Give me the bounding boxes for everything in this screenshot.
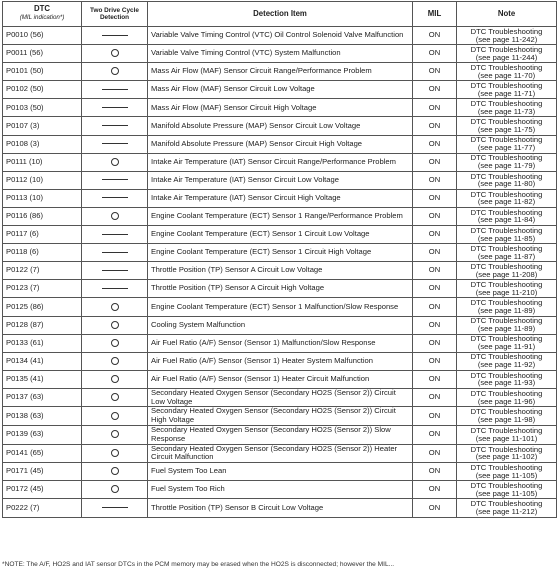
two-drive-circle-icon bbox=[111, 393, 119, 401]
one-drive-dash-icon bbox=[102, 288, 128, 289]
note-title: DTC Troubleshooting bbox=[470, 117, 543, 127]
note-title: DTC Troubleshooting bbox=[470, 207, 543, 217]
note-title: DTC Troubleshooting bbox=[470, 81, 543, 91]
two-drive-cycle-cell bbox=[82, 407, 148, 426]
two-drive-cycle-cell bbox=[82, 207, 148, 225]
note-cell bbox=[457, 207, 557, 225]
note-cell bbox=[457, 135, 557, 153]
two-drive-cycle-cell bbox=[82, 171, 148, 189]
table-row bbox=[3, 388, 557, 407]
mil-status: ON bbox=[413, 334, 457, 352]
two-drive-circle-icon bbox=[111, 49, 119, 57]
note-cell bbox=[457, 117, 557, 135]
two-drive-circle-icon bbox=[111, 339, 119, 347]
col-header-dtc-sub: (MIL indication*) bbox=[19, 14, 65, 21]
note-title: DTC Troubleshooting bbox=[470, 444, 543, 454]
detection-item: Variable Valve Timing Control (VTC) Oil Control Solenoid Valve Malfunction bbox=[148, 27, 413, 45]
note-title: DTC Troubleshooting bbox=[470, 44, 543, 54]
col-header-note: Note bbox=[457, 2, 557, 27]
two-drive-circle-icon bbox=[111, 375, 119, 383]
note-page-ref: (see page 11-208) bbox=[475, 269, 538, 279]
two-drive-circle-icon bbox=[111, 412, 119, 420]
two-drive-cycle-cell bbox=[82, 352, 148, 370]
note-cell bbox=[457, 481, 557, 499]
table-row bbox=[3, 226, 557, 244]
dtc-code: P0125 (86) bbox=[3, 298, 82, 316]
one-drive-dash-icon bbox=[102, 89, 128, 90]
table-row bbox=[3, 27, 557, 45]
detection-item: Secondary Heated Oxygen Sensor (Secondary HO2S (Sensor 2)) Circuit High Voltage bbox=[148, 407, 413, 426]
table-body bbox=[3, 27, 557, 518]
mil-status: ON bbox=[413, 352, 457, 370]
note-page-ref: (see page 11-70) bbox=[477, 70, 536, 80]
note-cell bbox=[457, 370, 557, 388]
note-title: DTC Troubleshooting bbox=[470, 407, 543, 417]
table-row bbox=[3, 352, 557, 370]
mil-status: ON bbox=[413, 499, 457, 517]
note-cell bbox=[457, 244, 557, 262]
table-row bbox=[3, 135, 557, 153]
dtc-code: P0133 (61) bbox=[3, 334, 82, 352]
two-drive-cycle-cell bbox=[82, 481, 148, 499]
two-drive-circle-icon bbox=[111, 430, 119, 438]
note-cell bbox=[457, 463, 557, 481]
two-drive-cycle-cell bbox=[82, 262, 148, 280]
two-drive-cycle-cell bbox=[82, 426, 148, 445]
two-drive-circle-icon bbox=[111, 449, 119, 457]
table-row bbox=[3, 244, 557, 262]
note-title: DTC Troubleshooting bbox=[470, 153, 543, 163]
note-page-ref: (see page 11-105) bbox=[475, 470, 538, 480]
detection-item: Mass Air Flow (MAF) Sensor Circuit High Voltage bbox=[148, 99, 413, 117]
detection-item: Throttle Position (TP) Sensor B Circuit Low Voltage bbox=[148, 499, 413, 517]
mil-status: ON bbox=[413, 226, 457, 244]
table-row bbox=[3, 407, 557, 426]
note-cell bbox=[457, 407, 557, 426]
note-page-ref: (see page 11-91) bbox=[477, 342, 536, 352]
table-row bbox=[3, 370, 557, 388]
table-row bbox=[3, 189, 557, 207]
note-page-ref: (see page 11-79) bbox=[477, 161, 536, 171]
note-cell bbox=[457, 262, 557, 280]
detection-item: Intake Air Temperature (IAT) Sensor Circuit High Voltage bbox=[148, 189, 413, 207]
note-title: DTC Troubleshooting bbox=[470, 99, 543, 109]
note-page-ref: (see page 11-93) bbox=[477, 378, 536, 388]
note-title: DTC Troubleshooting bbox=[470, 499, 543, 509]
note-page-ref: (see page 11-84) bbox=[477, 215, 536, 225]
table-row bbox=[3, 499, 557, 517]
dtc-code: P0122 (7) bbox=[3, 262, 82, 280]
mil-status: ON bbox=[413, 171, 457, 189]
note-page-ref: (see page 11-89) bbox=[477, 305, 536, 315]
table-row bbox=[3, 207, 557, 225]
detection-item: Fuel System Too Rich bbox=[148, 481, 413, 499]
table-row bbox=[3, 153, 557, 171]
two-drive-circle-icon bbox=[111, 485, 119, 493]
one-drive-dash-icon bbox=[102, 143, 128, 144]
note-cell bbox=[457, 352, 557, 370]
table-row bbox=[3, 316, 557, 334]
mil-status: ON bbox=[413, 207, 457, 225]
detection-item: Intake Air Temperature (IAT) Sensor Circuit Low Voltage bbox=[148, 171, 413, 189]
two-drive-cycle-cell bbox=[82, 153, 148, 171]
dtc-code: P0137 (63) bbox=[3, 388, 82, 407]
detection-item: Engine Coolant Temperature (ECT) Sensor 1 Circuit Low Voltage bbox=[148, 226, 413, 244]
one-drive-dash-icon bbox=[102, 107, 128, 108]
mil-status: ON bbox=[413, 135, 457, 153]
table-row bbox=[3, 262, 557, 280]
mil-status: ON bbox=[413, 444, 457, 463]
detection-item: Throttle Position (TP) Sensor A Circuit High Voltage bbox=[148, 280, 413, 298]
table-row bbox=[3, 117, 557, 135]
note-cell bbox=[457, 99, 557, 117]
dtc-code: P0111 (10) bbox=[3, 153, 82, 171]
note-page-ref: (see page 11-89) bbox=[477, 324, 536, 334]
detection-item: Throttle Position (TP) Sensor A Circuit Low Voltage bbox=[148, 262, 413, 280]
dtc-code: P0123 (7) bbox=[3, 280, 82, 298]
col-header-two-drive: Two Drive Cycle Detection bbox=[82, 2, 148, 27]
table-row bbox=[3, 444, 557, 463]
two-drive-cycle-cell bbox=[82, 81, 148, 99]
note-title: DTC Troubleshooting bbox=[470, 225, 543, 235]
note-page-ref: (see page 11-87) bbox=[477, 251, 536, 261]
dtc-code: P0011 (56) bbox=[3, 45, 82, 63]
detection-item: Manifold Absolute Pressure (MAP) Sensor Circuit Low Voltage bbox=[148, 117, 413, 135]
mil-status: ON bbox=[413, 370, 457, 388]
note-page-ref: (see page 11-77) bbox=[477, 143, 536, 153]
detection-item: Fuel System Too Lean bbox=[148, 463, 413, 481]
note-cell bbox=[457, 426, 557, 445]
note-title: DTC Troubleshooting bbox=[470, 243, 543, 253]
two-drive-cycle-cell bbox=[82, 370, 148, 388]
table-header-row bbox=[3, 2, 557, 27]
dtc-code: P0112 (10) bbox=[3, 171, 82, 189]
mil-status: ON bbox=[413, 244, 457, 262]
mil-status: ON bbox=[413, 407, 457, 426]
dtc-table-sheet bbox=[2, 1, 556, 518]
footnote: *NOTE: The A/F, HO2S and IAT sensor DTCs in the PCM memory may be erased when the HO2S is disconnected; however the MIL... bbox=[2, 561, 395, 568]
table-row bbox=[3, 463, 557, 481]
table-row bbox=[3, 171, 557, 189]
mil-status: ON bbox=[413, 388, 457, 407]
col-header-dtc-label: DTC bbox=[33, 4, 51, 14]
two-drive-circle-icon bbox=[111, 321, 119, 329]
note-page-ref: (see page 11-85) bbox=[477, 233, 536, 243]
dtc-code: P0128 (87) bbox=[3, 316, 82, 334]
two-drive-circle-icon bbox=[111, 67, 119, 75]
detection-item: Mass Air Flow (MAF) Sensor Circuit Range/Performance Problem bbox=[148, 63, 413, 81]
mil-status: ON bbox=[413, 298, 457, 316]
note-page-ref: (see page 11-105) bbox=[475, 488, 538, 498]
table-row bbox=[3, 45, 557, 63]
detection-item: Air Fuel Ratio (A/F) Sensor (Sensor 1) Heater System Malfunction bbox=[148, 352, 413, 370]
note-page-ref: (see page 11-244) bbox=[475, 52, 538, 62]
note-cell bbox=[457, 63, 557, 81]
dtc-code: P0010 (56) bbox=[3, 27, 82, 45]
detection-item: Secondary Heated Oxygen Sensor (Secondary HO2S (Sensor 2)) Slow Response bbox=[148, 426, 413, 445]
two-drive-cycle-cell bbox=[82, 189, 148, 207]
mil-status: ON bbox=[413, 117, 457, 135]
two-drive-circle-icon bbox=[111, 467, 119, 475]
one-drive-dash-icon bbox=[102, 179, 128, 180]
detection-item: Air Fuel Ratio (A/F) Sensor (Sensor 1) Heater Circuit Malfunction bbox=[148, 370, 413, 388]
note-title: DTC Troubleshooting bbox=[470, 316, 543, 326]
detection-item: Manifold Absolute Pressure (MAP) Sensor Circuit High Voltage bbox=[148, 135, 413, 153]
col-header-dtc bbox=[3, 2, 82, 27]
dtc-code: P0138 (63) bbox=[3, 407, 82, 426]
note-cell bbox=[457, 334, 557, 352]
note-cell bbox=[457, 81, 557, 99]
note-page-ref: (see page 11-96) bbox=[477, 396, 536, 406]
note-cell bbox=[457, 226, 557, 244]
note-page-ref: (see page 11-75) bbox=[477, 125, 536, 135]
mil-status: ON bbox=[413, 280, 457, 298]
detection-item: Air Fuel Ratio (A/F) Sensor (Sensor 1) Malfunction/Slow Response bbox=[148, 334, 413, 352]
note-title: DTC Troubleshooting bbox=[470, 481, 543, 491]
table-row bbox=[3, 63, 557, 81]
two-drive-cycle-cell bbox=[82, 117, 148, 135]
detection-item: Secondary Heated Oxygen Sensor (Secondary HO2S (Sensor 2)) Circuit Low Voltage bbox=[148, 388, 413, 407]
two-drive-cycle-cell bbox=[82, 99, 148, 117]
two-drive-circle-icon bbox=[111, 357, 119, 365]
detection-item: Secondary Heated Oxygen Sensor (Secondary HO2S (Sensor 2)) Heater Circuit Malfunction bbox=[148, 444, 413, 463]
two-drive-circle-icon bbox=[111, 158, 119, 166]
dtc-code: P0101 (50) bbox=[3, 63, 82, 81]
one-drive-dash-icon bbox=[102, 270, 128, 271]
one-drive-dash-icon bbox=[102, 507, 128, 508]
note-title: DTC Troubleshooting bbox=[470, 171, 543, 181]
mil-status: ON bbox=[413, 63, 457, 81]
note-title: DTC Troubleshooting bbox=[470, 135, 543, 145]
detection-item: Mass Air Flow (MAF) Sensor Circuit Low Voltage bbox=[148, 81, 413, 99]
dtc-code: P0141 (65) bbox=[3, 444, 82, 463]
dtc-code: P0103 (50) bbox=[3, 99, 82, 117]
note-cell bbox=[457, 316, 557, 334]
two-drive-cycle-cell bbox=[82, 463, 148, 481]
note-page-ref: (see page 11-71) bbox=[477, 88, 536, 98]
note-title: DTC Troubleshooting bbox=[470, 62, 543, 72]
note-title: DTC Troubleshooting bbox=[470, 352, 543, 362]
two-drive-cycle-cell bbox=[82, 27, 148, 45]
table-row bbox=[3, 280, 557, 298]
note-title: DTC Troubleshooting bbox=[470, 26, 543, 36]
dtc-code: P0134 (41) bbox=[3, 352, 82, 370]
mil-status: ON bbox=[413, 153, 457, 171]
dtc-code: P0222 (7) bbox=[3, 499, 82, 517]
mil-status: ON bbox=[413, 81, 457, 99]
one-drive-dash-icon bbox=[102, 234, 128, 235]
mil-status: ON bbox=[413, 189, 457, 207]
detection-item: Engine Coolant Temperature (ECT) Sensor 1 Range/Performance Problem bbox=[148, 207, 413, 225]
note-page-ref: (see page 11-92) bbox=[477, 360, 536, 370]
detection-item: Variable Valve Timing Control (VTC) System Malfunction bbox=[148, 45, 413, 63]
col-header-detection: Detection Item bbox=[148, 2, 413, 27]
note-page-ref: (see page 11-98) bbox=[477, 415, 536, 425]
dtc-code: P0116 (86) bbox=[3, 207, 82, 225]
note-page-ref: (see page 11-212) bbox=[475, 506, 538, 516]
mil-status: ON bbox=[413, 463, 457, 481]
table-row bbox=[3, 426, 557, 445]
table-row bbox=[3, 334, 557, 352]
dtc-code: P0117 (6) bbox=[3, 226, 82, 244]
note-cell bbox=[457, 444, 557, 463]
note-cell bbox=[457, 280, 557, 298]
two-drive-cycle-cell bbox=[82, 226, 148, 244]
mil-status: ON bbox=[413, 27, 457, 45]
two-drive-cycle-cell bbox=[82, 388, 148, 407]
note-page-ref: (see page 11-73) bbox=[477, 106, 536, 116]
two-drive-cycle-cell bbox=[82, 135, 148, 153]
dtc-table bbox=[2, 1, 557, 518]
note-title: DTC Troubleshooting bbox=[470, 334, 543, 344]
note-cell bbox=[457, 171, 557, 189]
two-drive-cycle-cell bbox=[82, 280, 148, 298]
one-drive-dash-icon bbox=[102, 35, 128, 36]
one-drive-dash-icon bbox=[102, 197, 128, 198]
mil-status: ON bbox=[413, 316, 457, 334]
two-drive-circle-icon bbox=[111, 303, 119, 311]
note-page-ref: (see page 11-101) bbox=[475, 433, 538, 443]
mil-status: ON bbox=[413, 99, 457, 117]
two-drive-cycle-cell bbox=[82, 499, 148, 517]
mil-status: ON bbox=[413, 45, 457, 63]
col-header-mil: MIL bbox=[413, 2, 457, 27]
note-title: DTC Troubleshooting bbox=[470, 463, 543, 472]
dtc-code: P0135 (41) bbox=[3, 370, 82, 388]
two-drive-cycle-cell bbox=[82, 244, 148, 262]
detection-item: Cooling System Malfunction bbox=[148, 316, 413, 334]
dtc-code: P0171 (45) bbox=[3, 463, 82, 481]
note-page-ref: (see page 11-242) bbox=[475, 34, 538, 44]
two-drive-cycle-cell bbox=[82, 45, 148, 63]
note-title: DTC Troubleshooting bbox=[470, 426, 543, 436]
dtc-code: P0107 (3) bbox=[3, 117, 82, 135]
note-title: DTC Troubleshooting bbox=[470, 388, 543, 398]
two-drive-cycle-cell bbox=[82, 63, 148, 81]
note-page-ref: (see page 11-102) bbox=[475, 452, 538, 462]
table-row bbox=[3, 99, 557, 117]
note-cell bbox=[457, 298, 557, 316]
one-drive-dash-icon bbox=[102, 125, 128, 126]
note-cell bbox=[457, 153, 557, 171]
note-title: DTC Troubleshooting bbox=[470, 261, 543, 271]
table-row bbox=[3, 298, 557, 316]
note-title: DTC Troubleshooting bbox=[470, 370, 543, 380]
table-row bbox=[3, 81, 557, 99]
dtc-code: P0139 (63) bbox=[3, 426, 82, 445]
one-drive-dash-icon bbox=[102, 252, 128, 253]
note-page-ref: (see page 11-210) bbox=[475, 287, 538, 297]
dtc-code: P0172 (45) bbox=[3, 481, 82, 499]
mil-status: ON bbox=[413, 262, 457, 280]
dtc-code: P0102 (50) bbox=[3, 81, 82, 99]
two-drive-cycle-cell bbox=[82, 316, 148, 334]
note-page-ref: (see page 11-82) bbox=[477, 197, 536, 207]
detection-item: Engine Coolant Temperature (ECT) Sensor 1 Malfunction/Slow Response bbox=[148, 298, 413, 316]
note-title: DTC Troubleshooting bbox=[470, 189, 543, 199]
two-drive-cycle-cell bbox=[82, 444, 148, 463]
mil-status: ON bbox=[413, 481, 457, 499]
note-cell bbox=[457, 499, 557, 517]
table-row bbox=[3, 481, 557, 499]
detection-item: Engine Coolant Temperature (ECT) Sensor 1 Circuit High Voltage bbox=[148, 244, 413, 262]
dtc-code: P0108 (3) bbox=[3, 135, 82, 153]
mil-status: ON bbox=[413, 426, 457, 445]
note-title: DTC Troubleshooting bbox=[470, 298, 543, 308]
note-cell bbox=[457, 189, 557, 207]
note-cell bbox=[457, 388, 557, 407]
detection-item: Intake Air Temperature (IAT) Sensor Circuit Range/Performance Problem bbox=[148, 153, 413, 171]
two-drive-cycle-cell bbox=[82, 298, 148, 316]
note-cell bbox=[457, 45, 557, 63]
two-drive-circle-icon bbox=[111, 212, 119, 220]
dtc-code: P0113 (10) bbox=[3, 189, 82, 207]
note-page-ref: (see page 11-80) bbox=[477, 179, 536, 189]
note-title: DTC Troubleshooting bbox=[470, 280, 543, 290]
two-drive-cycle-cell bbox=[82, 334, 148, 352]
note-cell bbox=[457, 27, 557, 45]
dtc-code: P0118 (6) bbox=[3, 244, 82, 262]
